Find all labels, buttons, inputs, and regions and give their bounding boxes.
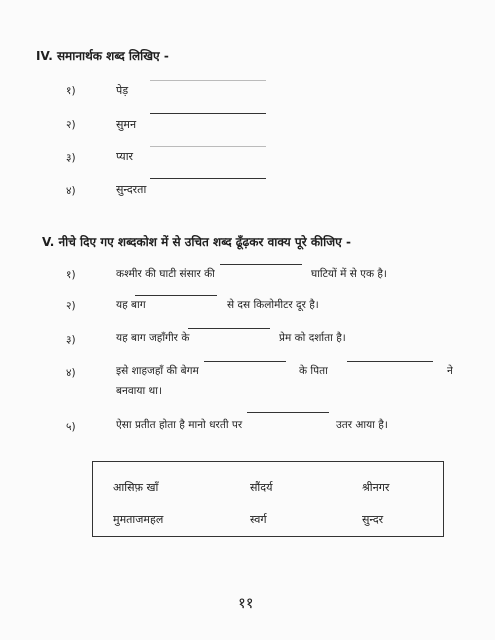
word-bank-item: सौंदर्य: [250, 481, 273, 494]
sentence-text: घाटियों में से एक है।: [311, 268, 387, 280]
page-number: ११: [238, 594, 254, 612]
sentence-text: के पिता: [299, 365, 328, 377]
answer-line[interactable]: [150, 146, 266, 147]
word-bank-box: [92, 461, 444, 537]
sentence-text: उतर आया है।: [336, 419, 388, 431]
sentence-text: यह बाग जहाँगीर के: [116, 332, 190, 344]
blank-line[interactable]: [135, 295, 217, 296]
word-bank-item: स्वर्ग: [250, 513, 267, 526]
item-number: ५): [66, 421, 76, 433]
item-number: २): [66, 119, 76, 131]
item-number: ४): [66, 367, 76, 379]
item-number: ३): [66, 334, 76, 346]
item-number: ३): [66, 152, 76, 164]
sentence-text: बनवाया था।: [116, 385, 162, 397]
item-number: २): [66, 300, 76, 312]
sentence-text: इसे शाहजहाँ की बेगम: [116, 365, 199, 377]
sentence-text: से दस किलोमीटर दूर है।: [227, 299, 319, 311]
sentence-text: कश्मीर की घाटी संसार की: [116, 268, 215, 280]
word-bank-item: मुमताजमहल: [113, 513, 164, 526]
item-number: ४): [66, 185, 76, 197]
word-item: प्यार: [116, 150, 134, 163]
blank-line[interactable]: [247, 412, 329, 413]
section-4-heading: IV. समानार्थक शब्द लिखिए -: [36, 49, 169, 63]
sentence-text: ऐसा प्रतीत होता है मानो धरती पर: [116, 419, 243, 431]
word-bank-item: श्रीनगर: [362, 481, 390, 494]
word-item: पेड़: [116, 84, 129, 97]
item-number: १): [66, 85, 76, 97]
sentence-text: यह बाग: [116, 299, 146, 311]
sentence-text: प्रेम को दर्शाता है।: [279, 332, 346, 344]
section-5-heading: V. नीचे दिए गए शब्दकोश में से उचित शब्द ढूँढ़कर वाक्य पूरे कीजिए -: [42, 235, 351, 249]
blank-line[interactable]: [188, 328, 270, 329]
word-bank-item: आसिफ़ खाँ: [113, 481, 159, 494]
sentence-text: ने: [447, 365, 453, 377]
answer-line[interactable]: [150, 113, 266, 114]
blank-line[interactable]: [220, 264, 302, 265]
blank-line[interactable]: [347, 361, 433, 362]
item-number: १): [66, 269, 76, 281]
answer-line-top: [150, 80, 266, 81]
word-item: सुमन: [116, 118, 137, 131]
blank-line[interactable]: [204, 361, 286, 362]
word-item: सुन्दरता: [116, 183, 147, 196]
word-bank-item: सुन्दर: [362, 513, 384, 526]
answer-line[interactable]: [150, 178, 266, 179]
